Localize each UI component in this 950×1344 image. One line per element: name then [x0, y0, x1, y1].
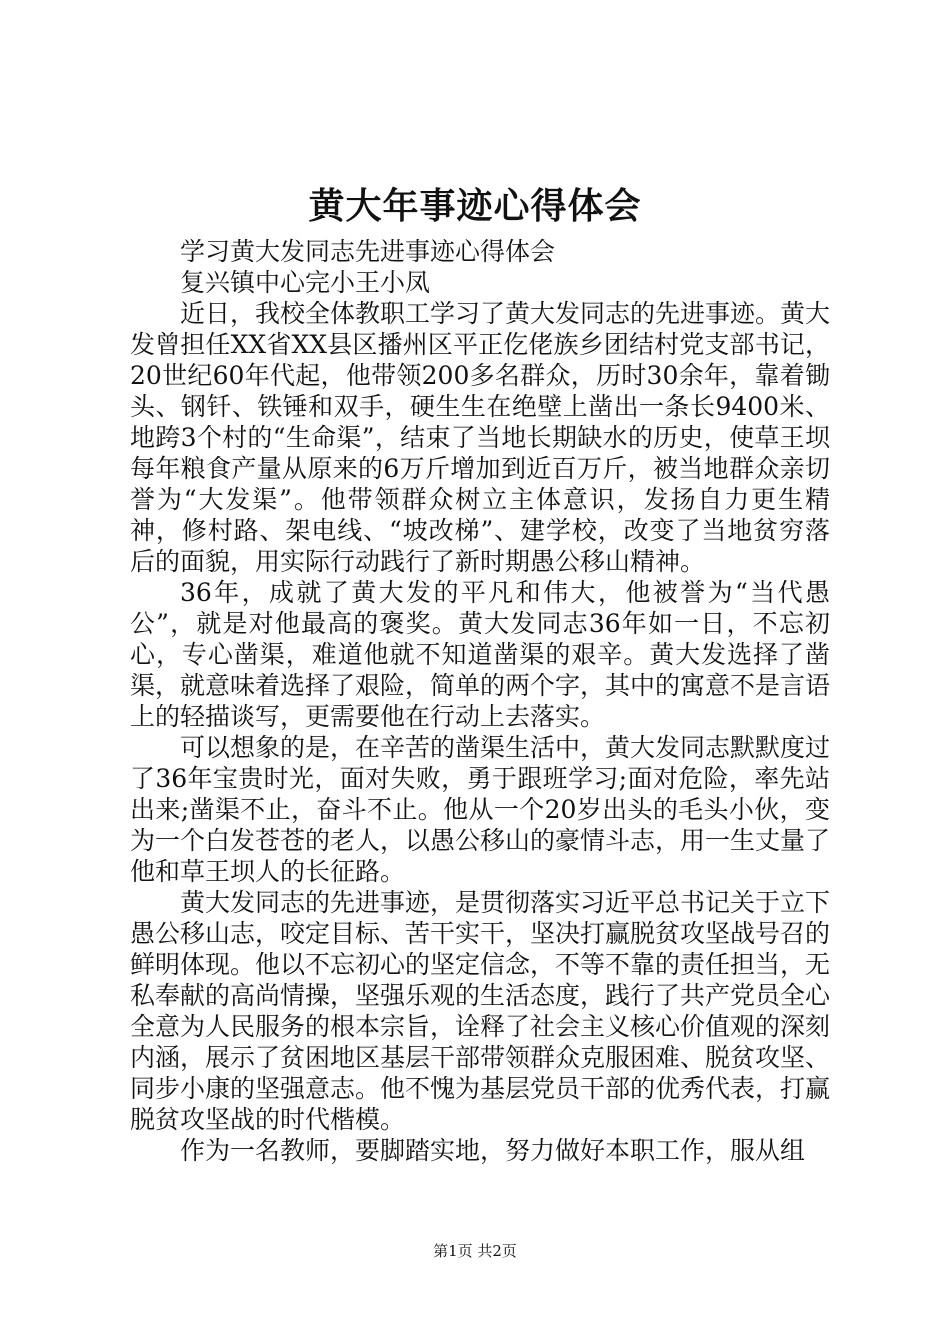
body-paragraph: 可以想象的是，在辛苦的凿渠生活中，黄大发同志默默度过了36年宝贵时光，面对失败，勇于跟班学习;面对危险，率先站出来;凿渠不止，奋斗不止。他从一个20岁出头的毛头小伙，变为一个白发苍苍的老人，以愚公移山的豪情斗志，用一生丈量了他和草王坝人的长征路。 [130, 733, 831, 886]
body-paragraph: 黄大发同志的先进事迹，是贯彻落实习近平总书记关于立下愚公移山志，咬定目标、苦干实干，坚决打赢脱贫攻坚战号召的鲜明体现。他以不忘初心的坚定信念，不等不靠的责任担当，无私奉献的高尚情操，坚强乐观的生活态度，践行了共产党员全心全意为人民服务的根本宗旨，诠释了社会主义核心价值观的深刻内涵，展示了贫困地区基层干部带领群众克服困难、脱贫攻坚、同步小康的坚强意志。他不愧为基层党员干部的优秀代表，打赢脱贫攻坚战的时代楷模。 [130, 888, 831, 1134]
body-paragraph: 36年，成就了黄大发的平凡和伟大，他被誉为“当代愚公”，就是对他最高的褒奖。黄大发同志36年如一日，不忘初心，专心凿渠，难道他就不知道凿渠的艰辛。黄大发选择了凿渠，就意味着选择了艰险，简单的两个字，其中的寓意不是言语上的轻描谈写，更需要他在行动上去落实。 [130, 578, 831, 731]
page-number-current: 第1页 [433, 1242, 473, 1260]
body-paragraph: 近日，我校全体教职工学习了黄大发同志的先进事迹。黄大发曾担任XX省XX县区播州区平正仡佬族乡团结村党支部书记，20世纪60年代起，他带领200多名群众，历时30余年，靠着锄头、钢钎、铁锤和双手，硬生生在绝壁上凿出一条长9400米、地跨3个村的“生命渠”，结束了当地长期缺水的历史，使草王坝每年粮食产量从原来的6万斤增加到近百万斤，被当地群众亲切誉为“大发渠”。他带领群众树立主体意识，发扬自力更生精神，修村路、架电线、“坡改梯”、建学校，改变了当地贫穷落后的面貌，用实际行动践行了新时期愚公移山精神。 [130, 299, 831, 576]
document-title: 黄大年事迹心得体会 [308, 185, 642, 227]
body-paragraph: 作为一名教师，要脚踏实地，努力做好本职工作，服从组 [180, 1136, 806, 1165]
page-footer [0, 1241, 950, 1261]
document-body [130, 236, 830, 1166]
subtitle-paragraph: 学习黄大发同志先进事迹心得体会 [180, 237, 556, 266]
page-number-total: 共2页 [477, 1242, 517, 1260]
author-paragraph: 复兴镇中心完小王小凤 [180, 268, 431, 297]
